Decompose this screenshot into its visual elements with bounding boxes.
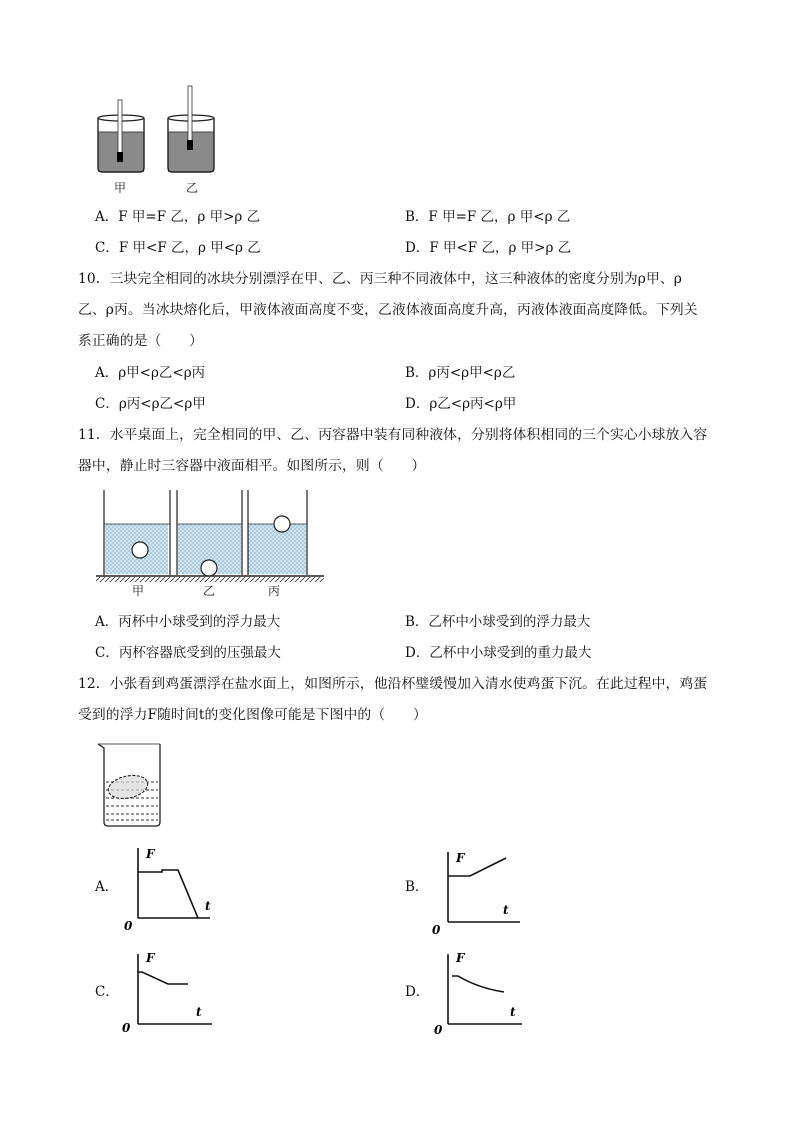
q12-graph-a <box>120 842 220 932</box>
q9-option-d-letter: D． <box>405 240 430 256</box>
q9-option-c-letter: C． <box>95 240 119 256</box>
fig11-label-jia: 甲 <box>132 584 145 598</box>
q11-option-c-letter: C． <box>95 645 119 661</box>
q11-option-a <box>95 612 280 632</box>
q11-option-d-letter: D． <box>405 645 430 661</box>
q9-option-c-text: F 甲<F 乙，ρ 甲<ρ 乙 <box>118 240 261 256</box>
q11-option-b <box>405 612 590 632</box>
q11-option-a-text: 丙杯中小球受到的浮力最大 <box>118 614 281 630</box>
q12-option-a-letter: A． <box>95 879 119 895</box>
q11-option-b-text: 乙杯中小球受到的浮力最大 <box>428 614 591 630</box>
q12-graph-a-y-label: F <box>146 847 155 861</box>
q12-graph-d-origin: 0 <box>434 1023 443 1036</box>
q10-stem: 10．三块完全相同的冰块分别漂浮在甲、乙、丙三种不同液体中，这三种液体的密度分别为ρ甲、ρ乙、ρ丙。当冰块熔化后，甲液体液面高度不变，乙液体液面高度升高，丙液体液面高度降低。下列关系正确的是（ ） <box>78 271 698 349</box>
q12-graph-b-origin: 0 <box>432 923 441 936</box>
q12-graph-c-origin: 0 <box>122 1021 131 1035</box>
q11-stem: 11．水平桌面上，完全相同的甲、乙、丙容器中装有同种液体，分别将体积相同的三个实心小球放入容器中，静止时三容器中液面相平。如图所示，则（ ） <box>78 427 708 474</box>
q9-option-b-text: F 甲=F 乙，ρ 甲<ρ 乙 <box>428 209 571 225</box>
beaker-yi <box>168 86 214 172</box>
q9-option-a <box>95 207 260 227</box>
q12-graph-d-y-label: F <box>456 951 465 965</box>
q10-option-b <box>405 363 515 383</box>
q12-option-c-letter: C． <box>95 984 119 1000</box>
q12-option-b-letter: B． <box>405 879 429 895</box>
q11-option-b-letter: B． <box>405 614 429 630</box>
q12-graph-d <box>430 946 530 1036</box>
q11-option-a-letter: A． <box>95 614 119 630</box>
q10-option-a <box>95 363 205 383</box>
q11-option-d <box>405 643 591 663</box>
egg <box>106 772 150 802</box>
fig11-label-yi: 乙 <box>203 584 216 598</box>
q12-graph-c-y-label: F <box>146 951 155 965</box>
q9-option-b-letter: B． <box>405 209 429 225</box>
q10-option-a-letter: A． <box>95 365 119 381</box>
ball-bing <box>274 516 290 532</box>
q10-option-b-text: ρ丙<ρ甲<ρ乙 <box>428 365 516 381</box>
q12-option-d-letter: D． <box>405 984 430 1000</box>
q11-option-c <box>95 643 281 663</box>
q9-option-b <box>405 207 570 227</box>
q12-graph-b-x-label: t <box>503 903 509 917</box>
q12-graph-c <box>120 946 220 1036</box>
q10-option-c-letter: C． <box>95 396 119 412</box>
fig9-label-jia: 甲 <box>114 181 127 195</box>
q12-beaker-figure <box>94 740 174 830</box>
q10-option-a-text: ρ甲<ρ乙<ρ丙 <box>118 365 206 381</box>
q10-option-c-text: ρ丙<ρ乙<ρ甲 <box>118 396 206 412</box>
q12-graph-a-x-label: t <box>205 899 211 913</box>
q12-graph-d-x-label: t <box>510 1005 516 1019</box>
q11-option-c-text: 丙杯容器底受到的压强最大 <box>118 645 281 661</box>
q12-graph-b <box>430 846 530 936</box>
q9-option-d <box>405 238 571 258</box>
q10-option-d-letter: D． <box>405 396 430 412</box>
q9-option-a-text: F 甲=F 乙，ρ 甲>ρ 乙 <box>118 209 261 225</box>
q10-option-d-text: ρ乙<ρ丙<ρ甲 <box>429 396 517 412</box>
q12-stem: 12．小张看到鸡蛋漂浮在盐水面上，如图所示，他沿杯璧缓慢加入清水使鸡蛋下沉。在此过程中，鸡蛋受到的浮力F随时间t的变化图像可能是下图中的（ ） <box>78 676 708 723</box>
q9-option-a-letter: A． <box>95 209 119 225</box>
fig9-label-yi: 乙 <box>186 181 199 195</box>
q9-figure <box>88 80 238 200</box>
fig11-label-bing: 丙 <box>268 584 281 598</box>
q10-option-b-letter: B． <box>405 365 429 381</box>
beaker-jia <box>98 100 144 172</box>
ball-yi <box>201 560 217 576</box>
q12-graph-b-y-label: F <box>456 851 465 865</box>
q10-option-c <box>95 394 206 414</box>
q12-graph-c-x-label: t <box>196 1005 202 1019</box>
ball-jia <box>132 542 148 558</box>
q11-option-d-text: 乙杯中小球受到的重力最大 <box>429 645 592 661</box>
q9-option-d-text: F 甲<F 乙，ρ 甲>ρ 乙 <box>429 240 572 256</box>
q12-graph-a-origin: 0 <box>124 919 133 932</box>
q9-option-c <box>95 238 261 258</box>
q10-option-d <box>405 394 516 414</box>
q11-figure <box>94 488 326 600</box>
